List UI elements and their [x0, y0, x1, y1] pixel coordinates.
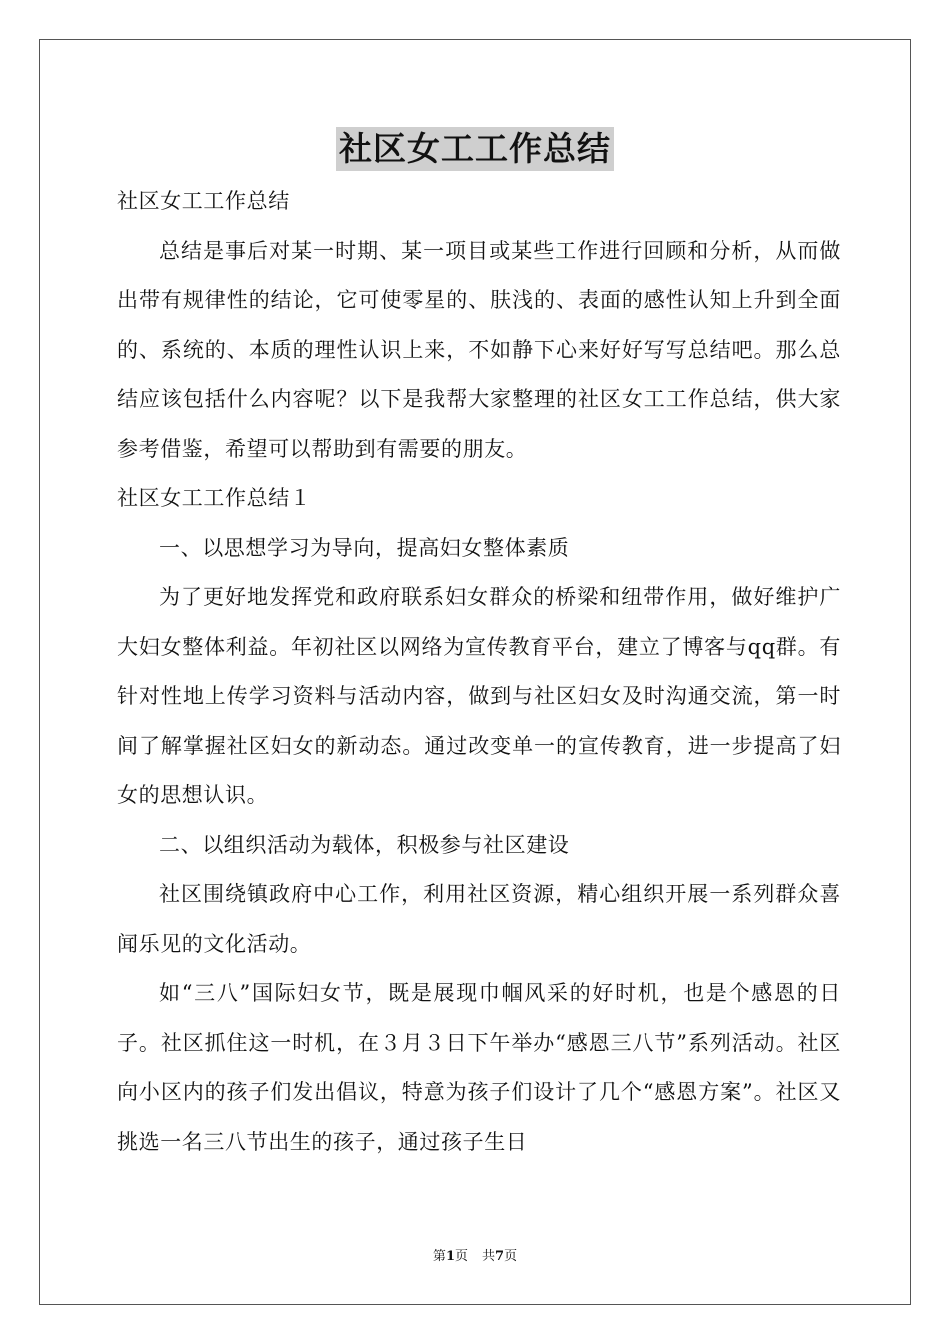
page-prefix: 第 [432, 1249, 446, 1264]
current-page-number: 1 [445, 1249, 455, 1264]
paragraph: 社区围绕镇政府中心工作，利用社区资源，精心组织开展一系列群众喜闻乐见的文化活动。 [117, 882, 841, 956]
paragraph: 社区女工工作总结 [117, 189, 290, 213]
paragraph: 如“三八”国际妇女节，既是展现巾帼风采的好时机，也是个感恩的日子。社区抓住这一时机，在３月３日下午举办“感恩三八节”系列活动。社区向小区内的孩子们发出倡议，特意为孩子们设计了几个“感恩方案”。社区又挑选一名三八节出生的孩子，通过孩子生日 [117, 981, 841, 1154]
page-footer [0, 1248, 950, 1266]
subsection-heading: 二、以组织活动为载体，积极参与社区建设 [159, 832, 570, 857]
title-container [0, 127, 950, 171]
paragraph: 总结是事后对某一时期、某一项目或某些工作进行回顾和分析，从而做出带有规律性的结论，它可使零星的、肤浅的、表面的感性认知上升到全面的、系统的、本质的理性认识上来，不如静下心来好好写写总结吧。那么总结应该包括什么内容呢？以下是我帮大家整理的社区女工工作总结，供大家参考借鉴，希望可以帮助到有需要的朋友。 [117, 238, 841, 461]
document-title: 社区女工工作总结 [336, 127, 614, 171]
total-prefix: 共 [482, 1249, 496, 1264]
section-heading: 社区女工工作总结１ [117, 486, 312, 510]
total-suffix: 页 [504, 1249, 518, 1264]
subsection-heading: 一、以思想学习为导向，提高妇女整体素质 [159, 535, 570, 560]
total-page-number: 7 [495, 1249, 505, 1264]
page-suffix: 页 [454, 1249, 468, 1264]
paragraph: 为了更好地发挥党和政府联系妇女群众的桥梁和纽带作用，做好维护广大妇女整体利益。年初社区以网络为宣传教育平台，建立了博客与qq群。有针对性地上传学习资料与活动内容，做到与社区妇女及时沟通交流，第一时间了解掌握社区妇女的新动态。通过改变单一的宣传教育，进一步提高了妇女的思想认识。 [117, 585, 841, 807]
document-body [117, 177, 841, 1167]
